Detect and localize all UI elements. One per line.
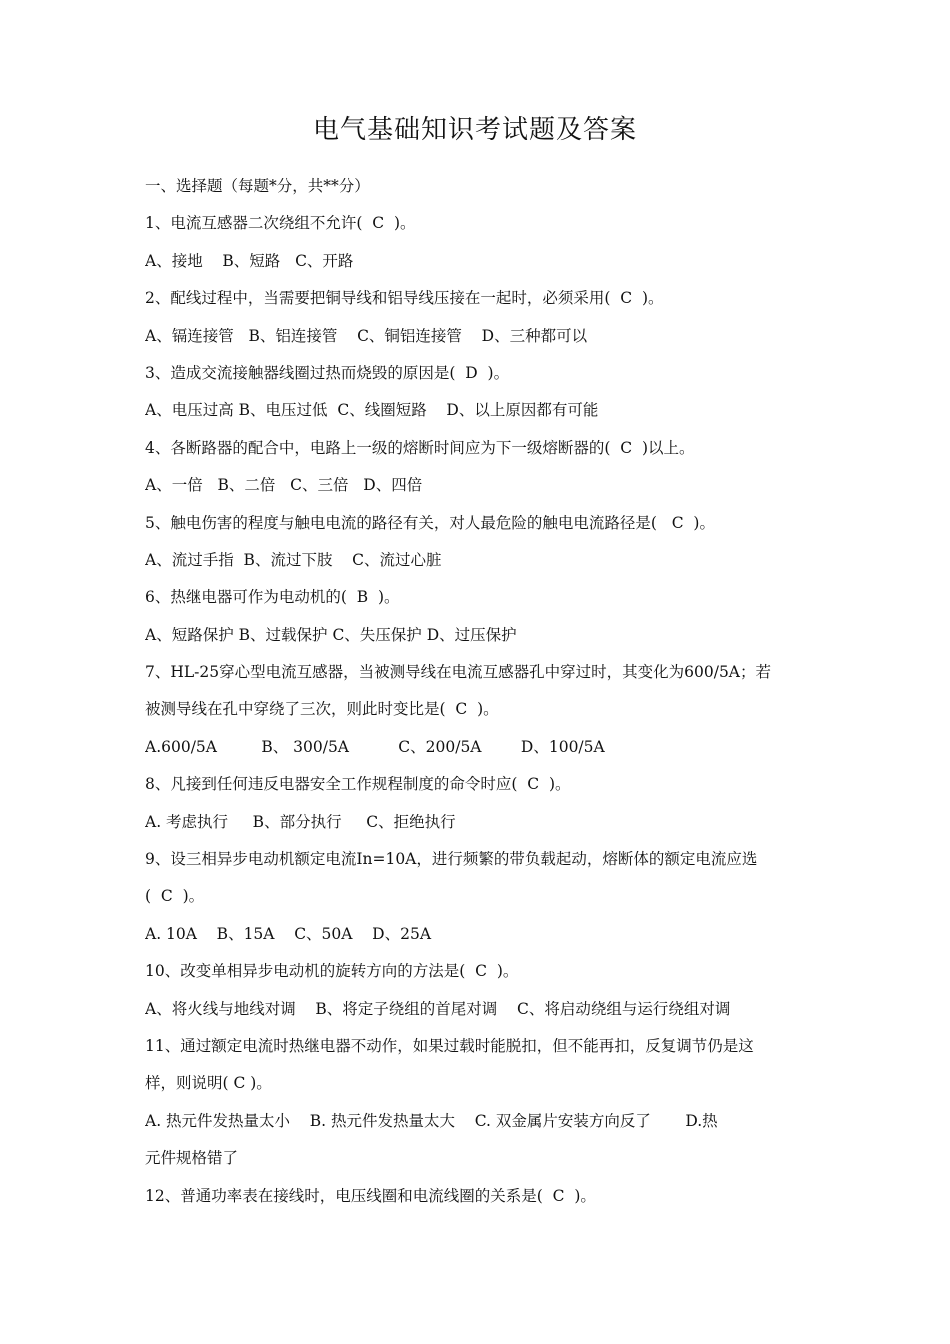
question-4-options: A、一倍 B、二倍 C、三倍 D、四倍	[145, 476, 423, 495]
question-5: 5、触电伤害的程度与触电电流的路径有关，对人最危险的触电电流路径是( C )。	[145, 513, 715, 532]
question-9-options: A. 10A B、15A C、50A D、25A	[145, 924, 432, 943]
question-7-options: A.600/5A B、 300/5A C、200/5A D、100/5A	[145, 737, 605, 756]
document-title: 电气基础知识考试题及答案	[312, 115, 637, 145]
question-9: 9、设三相异步电动机额定电流In=10A，进行频繁的带负载起动，熔断体的额定电流应选	[145, 850, 758, 869]
question-1-options: A、接地 B、短路 C、开路	[145, 251, 354, 270]
question-6-options: A、短路保护 B、过载保护 C、失压保护 D、过压保护	[145, 625, 517, 644]
question-3-options: A、电压过高 B、电压过低 C、线圈短路 D、以上原因都有可能	[145, 401, 599, 420]
question-11-continued: 样，则说明( C )。	[145, 1074, 272, 1093]
question-8: 8、凡接到任何违反电器安全工作规程制度的命令时应( C )。	[145, 775, 571, 794]
question-9-continued: ( C )。	[145, 887, 205, 906]
question-8-options: A. 考虑执行 B、部分执行 C、拒绝执行	[145, 812, 456, 831]
question-11-options: A. 热元件发热量太小 B. 热元件发热量太大 C. 双金属片安装方向反了 D.热	[145, 1111, 718, 1130]
question-5-options: A、流过手指 B、流过下肢 C、流过心脏	[145, 550, 442, 569]
question-10-options: A、将火线与地线对调 B、将定子绕组的首尾对调 C、将启动绕组与运行绕组对调	[145, 999, 731, 1018]
question-7: 7、HL-25穿心型电流互感器，当被测导线在电流互感器孔中穿过时，其变化为600/5A；若	[145, 663, 771, 682]
question-10: 10、改变单相异步电动机的旋转方向的方法是( C )。	[145, 962, 519, 981]
question-11: 11、通过额定电流时热继电器不动作，如果过载时能脱扣，但不能再扣，反复调节仍是这	[145, 1036, 754, 1055]
question-6: 6、热继电器可作为电动机的( B )。	[145, 588, 400, 607]
question-11-options-continued: 元件规格错了	[145, 1149, 239, 1168]
question-3: 3、造成交流接触器线圈过热而烧毁的原因是( D )。	[145, 363, 510, 382]
document-body	[145, 168, 810, 1215]
question-2-options: A、镉连接管 B、铝连接管 C、铜铝连接管 D、三种都可以	[145, 326, 588, 345]
question-2: 2、配线过程中，当需要把铜导线和铝导线压接在一起时，必须采用( C )。	[145, 289, 664, 308]
section-heading: 一、选择题（每题*分，共**分）	[145, 177, 370, 195]
question-4: 4、各断路器的配合中，电路上一级的熔断时间应为下一级熔断器的( C )以上。	[145, 438, 695, 457]
question-12: 12、普通功率表在接线时，电压线圈和电流线圈的关系是( C )。	[145, 1186, 596, 1205]
question-1: 1、电流互感器二次绕组不允许( C )。	[145, 214, 416, 233]
question-7-continued: 被测导线在孔中穿绕了三次，则此时变比是( C )。	[145, 700, 499, 719]
